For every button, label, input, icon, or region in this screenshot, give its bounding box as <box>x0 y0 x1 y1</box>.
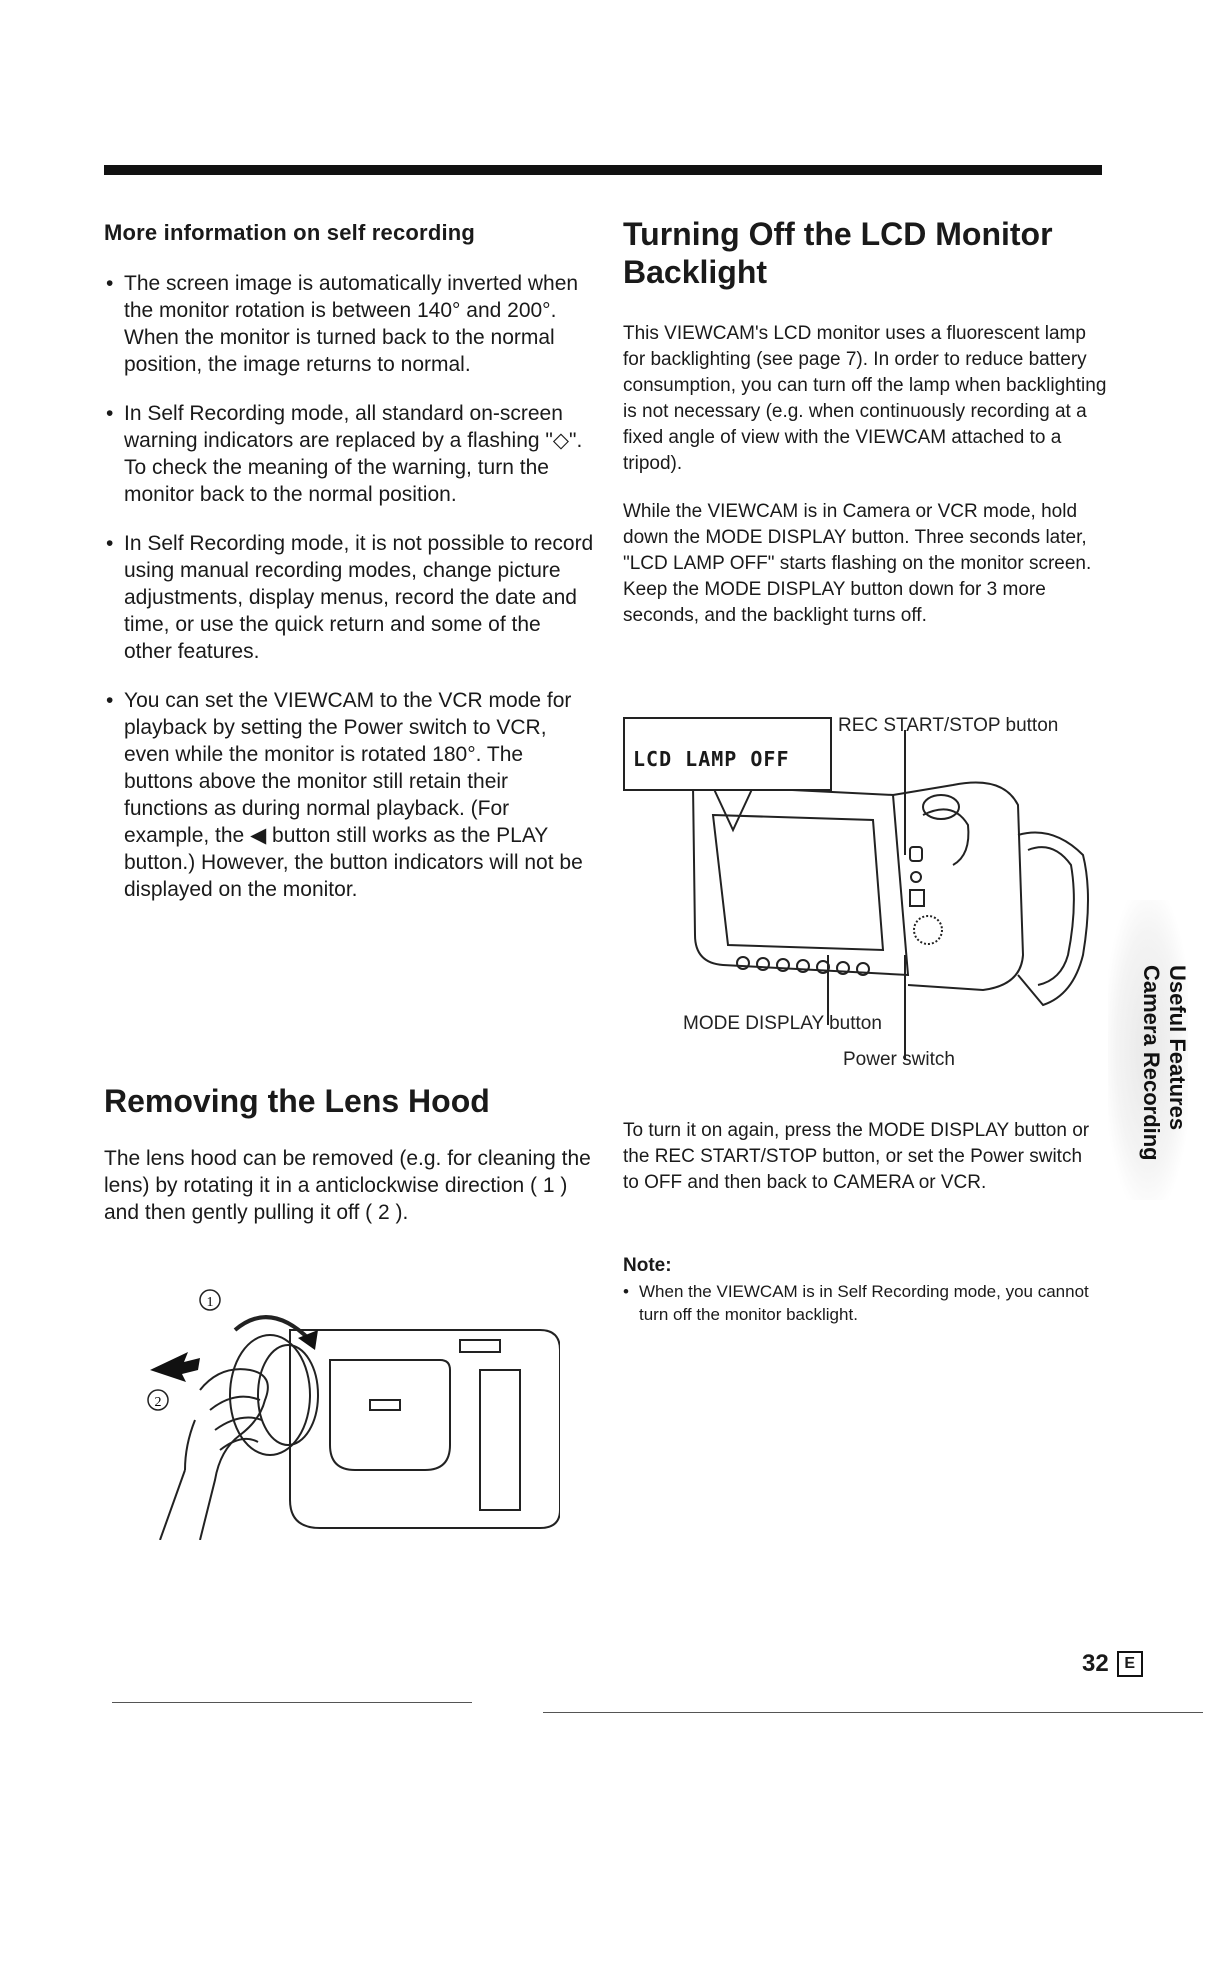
lcd-backlight-para3: To turn it on again, press the MODE DISPLAY button or the REC START/STOP button, or set the Power switch to OFF and then back to CAMERA or VCR. <box>623 1120 1090 1193</box>
note-heading: Note: <box>623 1255 672 1276</box>
lcd-backlight-title: Turning Off the LCD Monitor Backlight <box>623 216 1053 290</box>
step-2-label: 2 <box>154 1395 162 1410</box>
bottom-rule <box>543 1712 1203 1713</box>
mode-display-label: MODE DISPLAY button <box>683 1013 882 1034</box>
power-switch-label: Power switch <box>843 1049 955 1070</box>
lcd-lamp-off-text: LCD LAMP OFF <box>633 747 790 771</box>
lens-hood-illustration <box>140 1270 560 1540</box>
lcd-backlight-section <box>623 215 1111 651</box>
bottom-rule <box>112 1702 472 1703</box>
page-number-value: 32 <box>1082 1650 1109 1677</box>
lcd-backlight-para1: This VIEWCAM's LCD monitor uses a fluorescent lamp for backlighting (see page 7). In order to reduce battery consumption, you can turn off the lamp when backlighting is not necessary (e.g. when continuously recording at a fixed angle of view with the VIEWCAM attached to a tripod). <box>623 323 1107 474</box>
camera-figure <box>623 715 1123 1085</box>
language-badge: E <box>1117 1651 1143 1677</box>
list-item: • The screen image is automatically inverted when the monitor rotation is between 140° and 200°. When the monitor is turned back to the normal position, the image returns to normal. <box>104 270 594 378</box>
self-recording-list <box>104 270 594 903</box>
list-item: • In Self Recording mode, it is not possible to record using manual recording modes, change picture adjustments, display menus, record the date and time, or use the quick return and some of the other features. <box>104 530 594 665</box>
lcd-lamp-off-callout <box>623 717 832 791</box>
self-recording-heading: More information on self recording <box>104 220 476 245</box>
lens-hood-title: Removing the Lens Hood <box>104 1083 490 1119</box>
page-number <box>1082 1650 1143 1678</box>
step-1-label: 1 <box>206 1295 214 1310</box>
lcd-backlight-para2: While the VIEWCAM is in Camera or VCR mode, hold down the MODE DISPLAY button. Three seconds later, "LCD LAMP OFF" starts flashing on the monitor screen. Keep the MODE DISPLAY button down for 3 more seconds, and the backlight turns off. <box>623 501 1092 626</box>
top-rule <box>104 165 1102 175</box>
pull-arrow-icon <box>150 1352 200 1382</box>
section-tab-text <box>1138 965 1190 1161</box>
list-item: • In Self Recording mode, all standard on-screen warning indicators are replaced by a flashing "◇". To check the meaning of the warning, turn the monitor back to the normal position. <box>104 400 594 508</box>
section-tab-line1: Useful Features <box>1165 965 1190 1131</box>
lens-hood-body: The lens hood can be removed (e.g. for cleaning the lens) by rotating it in a anticlockwise direction ( 1 ) and then gently pulling it off ( 2 ). <box>104 1147 591 1224</box>
section-tab-line2: Camera Recording <box>1139 965 1164 1161</box>
self-recording-section <box>104 220 594 925</box>
list-item: • You can set the VIEWCAM to the VCR mode for playback by setting the Power switch to VCR, even while the monitor is rotated 180°. The buttons above the monitor still retain their functions as during normal playback. (For example, the ◀ button still works as the PLAY button.) However, the button indicators will not be displayed on the monitor. <box>104 687 594 903</box>
note-body: • When the VIEWCAM is in Self Recording mode, you cannot turn off the monitor backlight. <box>623 1280 1119 1326</box>
rec-start-stop-label: REC START/STOP button <box>838 715 1059 736</box>
